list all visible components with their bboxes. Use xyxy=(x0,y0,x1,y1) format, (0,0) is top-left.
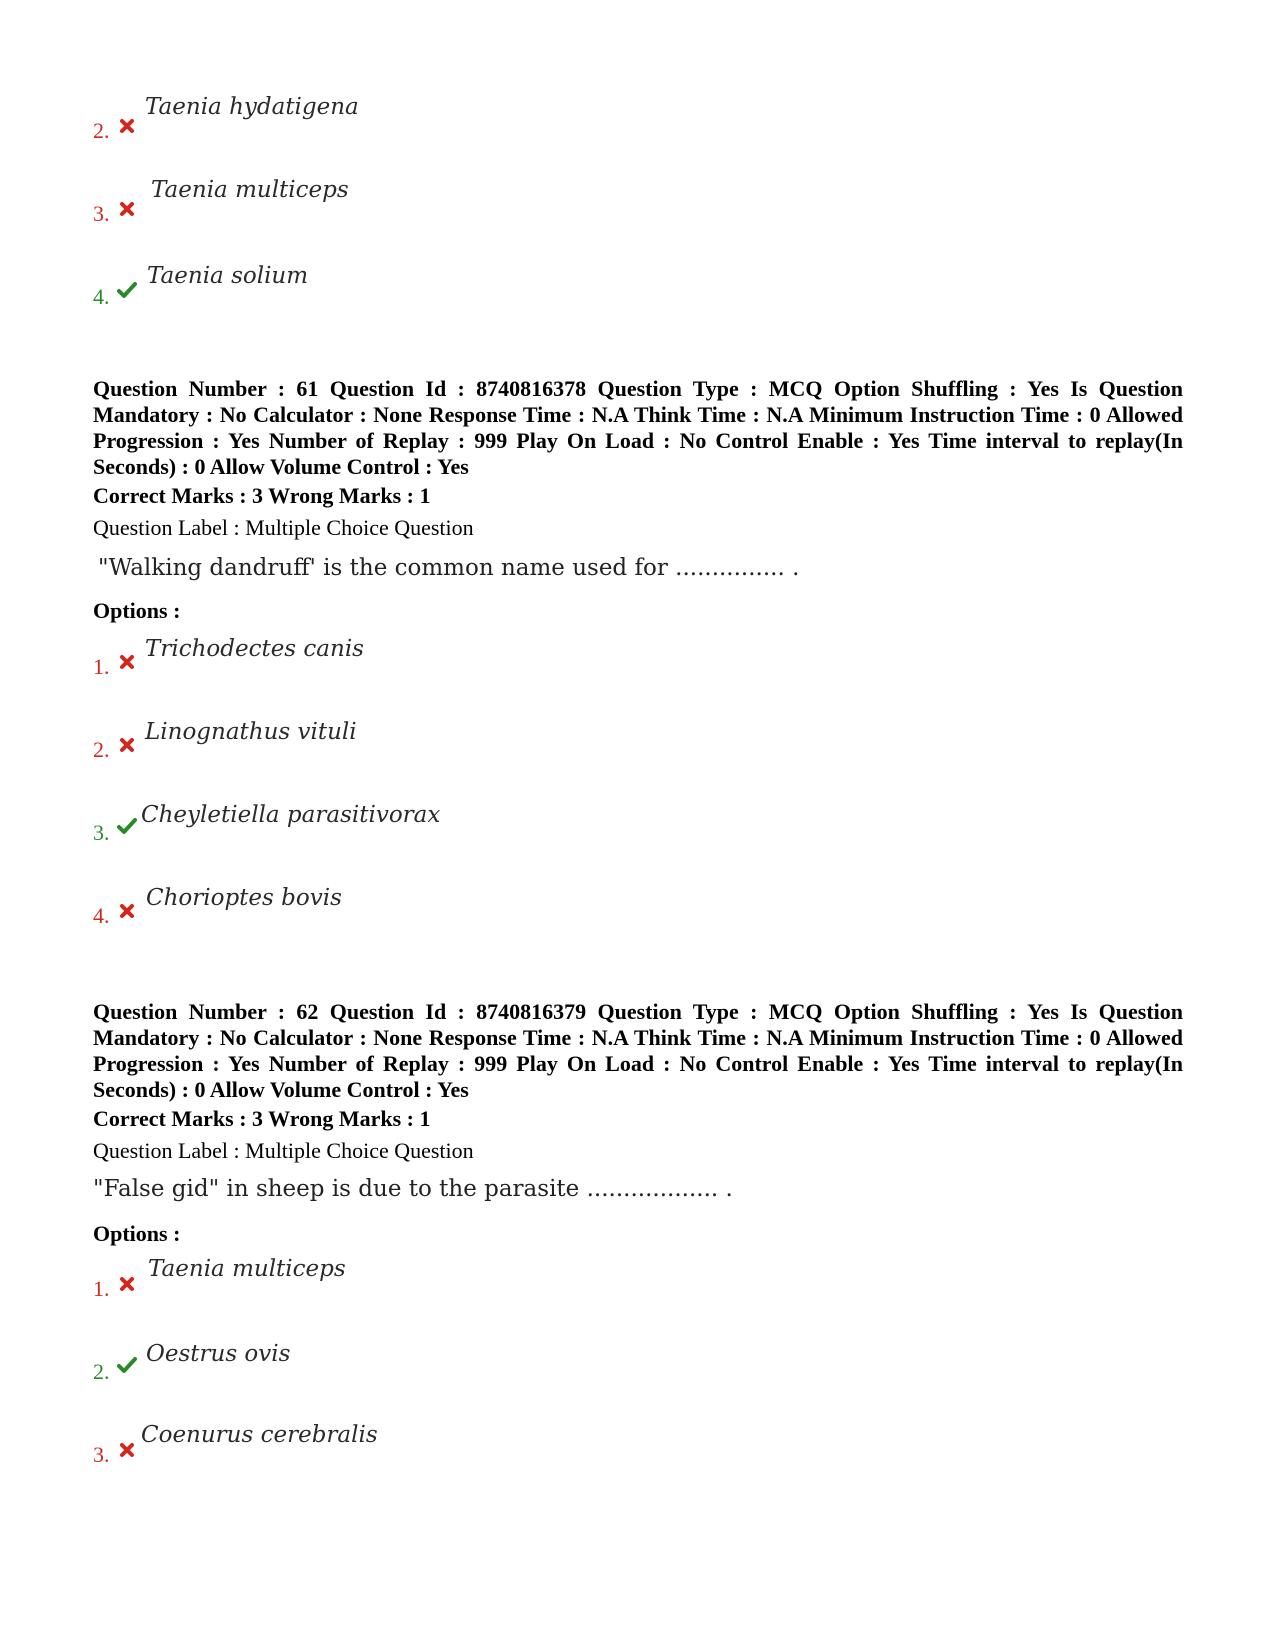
option-row xyxy=(93,177,793,251)
question-62-label: Question Label : Multiple Choice Question xyxy=(93,1138,474,1163)
cross-icon xyxy=(117,1440,137,1460)
option-row xyxy=(93,636,793,714)
option-number: 1. xyxy=(93,1276,110,1301)
option-row xyxy=(93,719,793,797)
option-number: 2. xyxy=(93,1359,110,1384)
option-text: Cheyletiella parasitivorax xyxy=(141,802,441,828)
option-row xyxy=(93,94,793,168)
question-61-meta: Question Number : 61 Question Id : 8740816378 Question Type : MCQ Option Shuffling : Yes Is Question Mandatory : No Calculator : None Response Time : N.A Think Time : N.A Minimum Instruction Time : 0 Allowed Progression : Yes Number of Replay : 999 Play On Load : No Control Enable : Yes Time interval to replay(In Seconds) : 0 Allow Volume Control : Yes xyxy=(93,376,1183,479)
option-row xyxy=(93,263,793,334)
option-number: 3. xyxy=(93,820,110,845)
option-row xyxy=(93,1341,793,1419)
question-62-options-heading: Options : xyxy=(93,1221,181,1246)
check-icon xyxy=(117,1355,137,1375)
question-61-label: Question Label : Multiple Choice Question xyxy=(93,515,474,540)
option-row xyxy=(93,1422,793,1502)
option-number: 1. xyxy=(93,654,110,679)
option-text: Chorioptes bovis xyxy=(146,885,342,911)
cross-icon xyxy=(117,116,137,136)
option-text: Linognathus vituli xyxy=(145,719,357,745)
option-text: Taenia hydatigena xyxy=(145,94,359,120)
option-text: Coenurus cerebralis xyxy=(141,1422,378,1448)
cross-icon xyxy=(117,199,137,219)
question-62-meta: Question Number : 62 Question Id : 8740816379 Question Type : MCQ Option Shuffling : Yes Is Question Mandatory : No Calculator : None Response Time : N.A Think Time : N.A Minimum Instruction Time : 0 Allowed Progression : Yes Number of Replay : 999 Play On Load : No Control Enable : Yes Time interval to replay(In Seconds) : 0 Allow Volume Control : Yes xyxy=(93,999,1183,1102)
question-62-text: "False gid" in sheep is due to the parasite .................. . xyxy=(93,1176,733,1202)
option-row xyxy=(93,802,793,880)
question-61-text: "Walking dandruff' is the common name used for ............... . xyxy=(98,555,800,581)
option-text: Taenia solium xyxy=(147,263,309,289)
option-number: 4. xyxy=(93,903,110,928)
option-text: Trichodectes canis xyxy=(145,636,364,662)
option-number: 4. xyxy=(93,284,110,309)
check-icon xyxy=(117,280,137,300)
cross-icon xyxy=(117,901,137,921)
option-number: 2. xyxy=(93,118,110,143)
question-61-marks: Correct Marks : 3 Wrong Marks : 1 xyxy=(93,483,431,508)
option-number: 3. xyxy=(93,1442,110,1467)
cross-icon xyxy=(117,652,137,672)
option-text: Oestrus ovis xyxy=(146,1341,291,1367)
cross-icon xyxy=(117,735,137,755)
option-number: 2. xyxy=(93,737,110,762)
option-text: Taenia multiceps xyxy=(151,177,349,203)
question-61-options-heading: Options : xyxy=(93,598,181,623)
option-row xyxy=(93,885,793,963)
cross-icon xyxy=(117,1274,137,1294)
option-text: Taenia multiceps xyxy=(148,1256,346,1282)
question-62-marks: Correct Marks : 3 Wrong Marks : 1 xyxy=(93,1106,431,1131)
check-icon xyxy=(117,816,137,836)
option-number: 3. xyxy=(93,201,110,226)
option-row xyxy=(93,1256,793,1336)
